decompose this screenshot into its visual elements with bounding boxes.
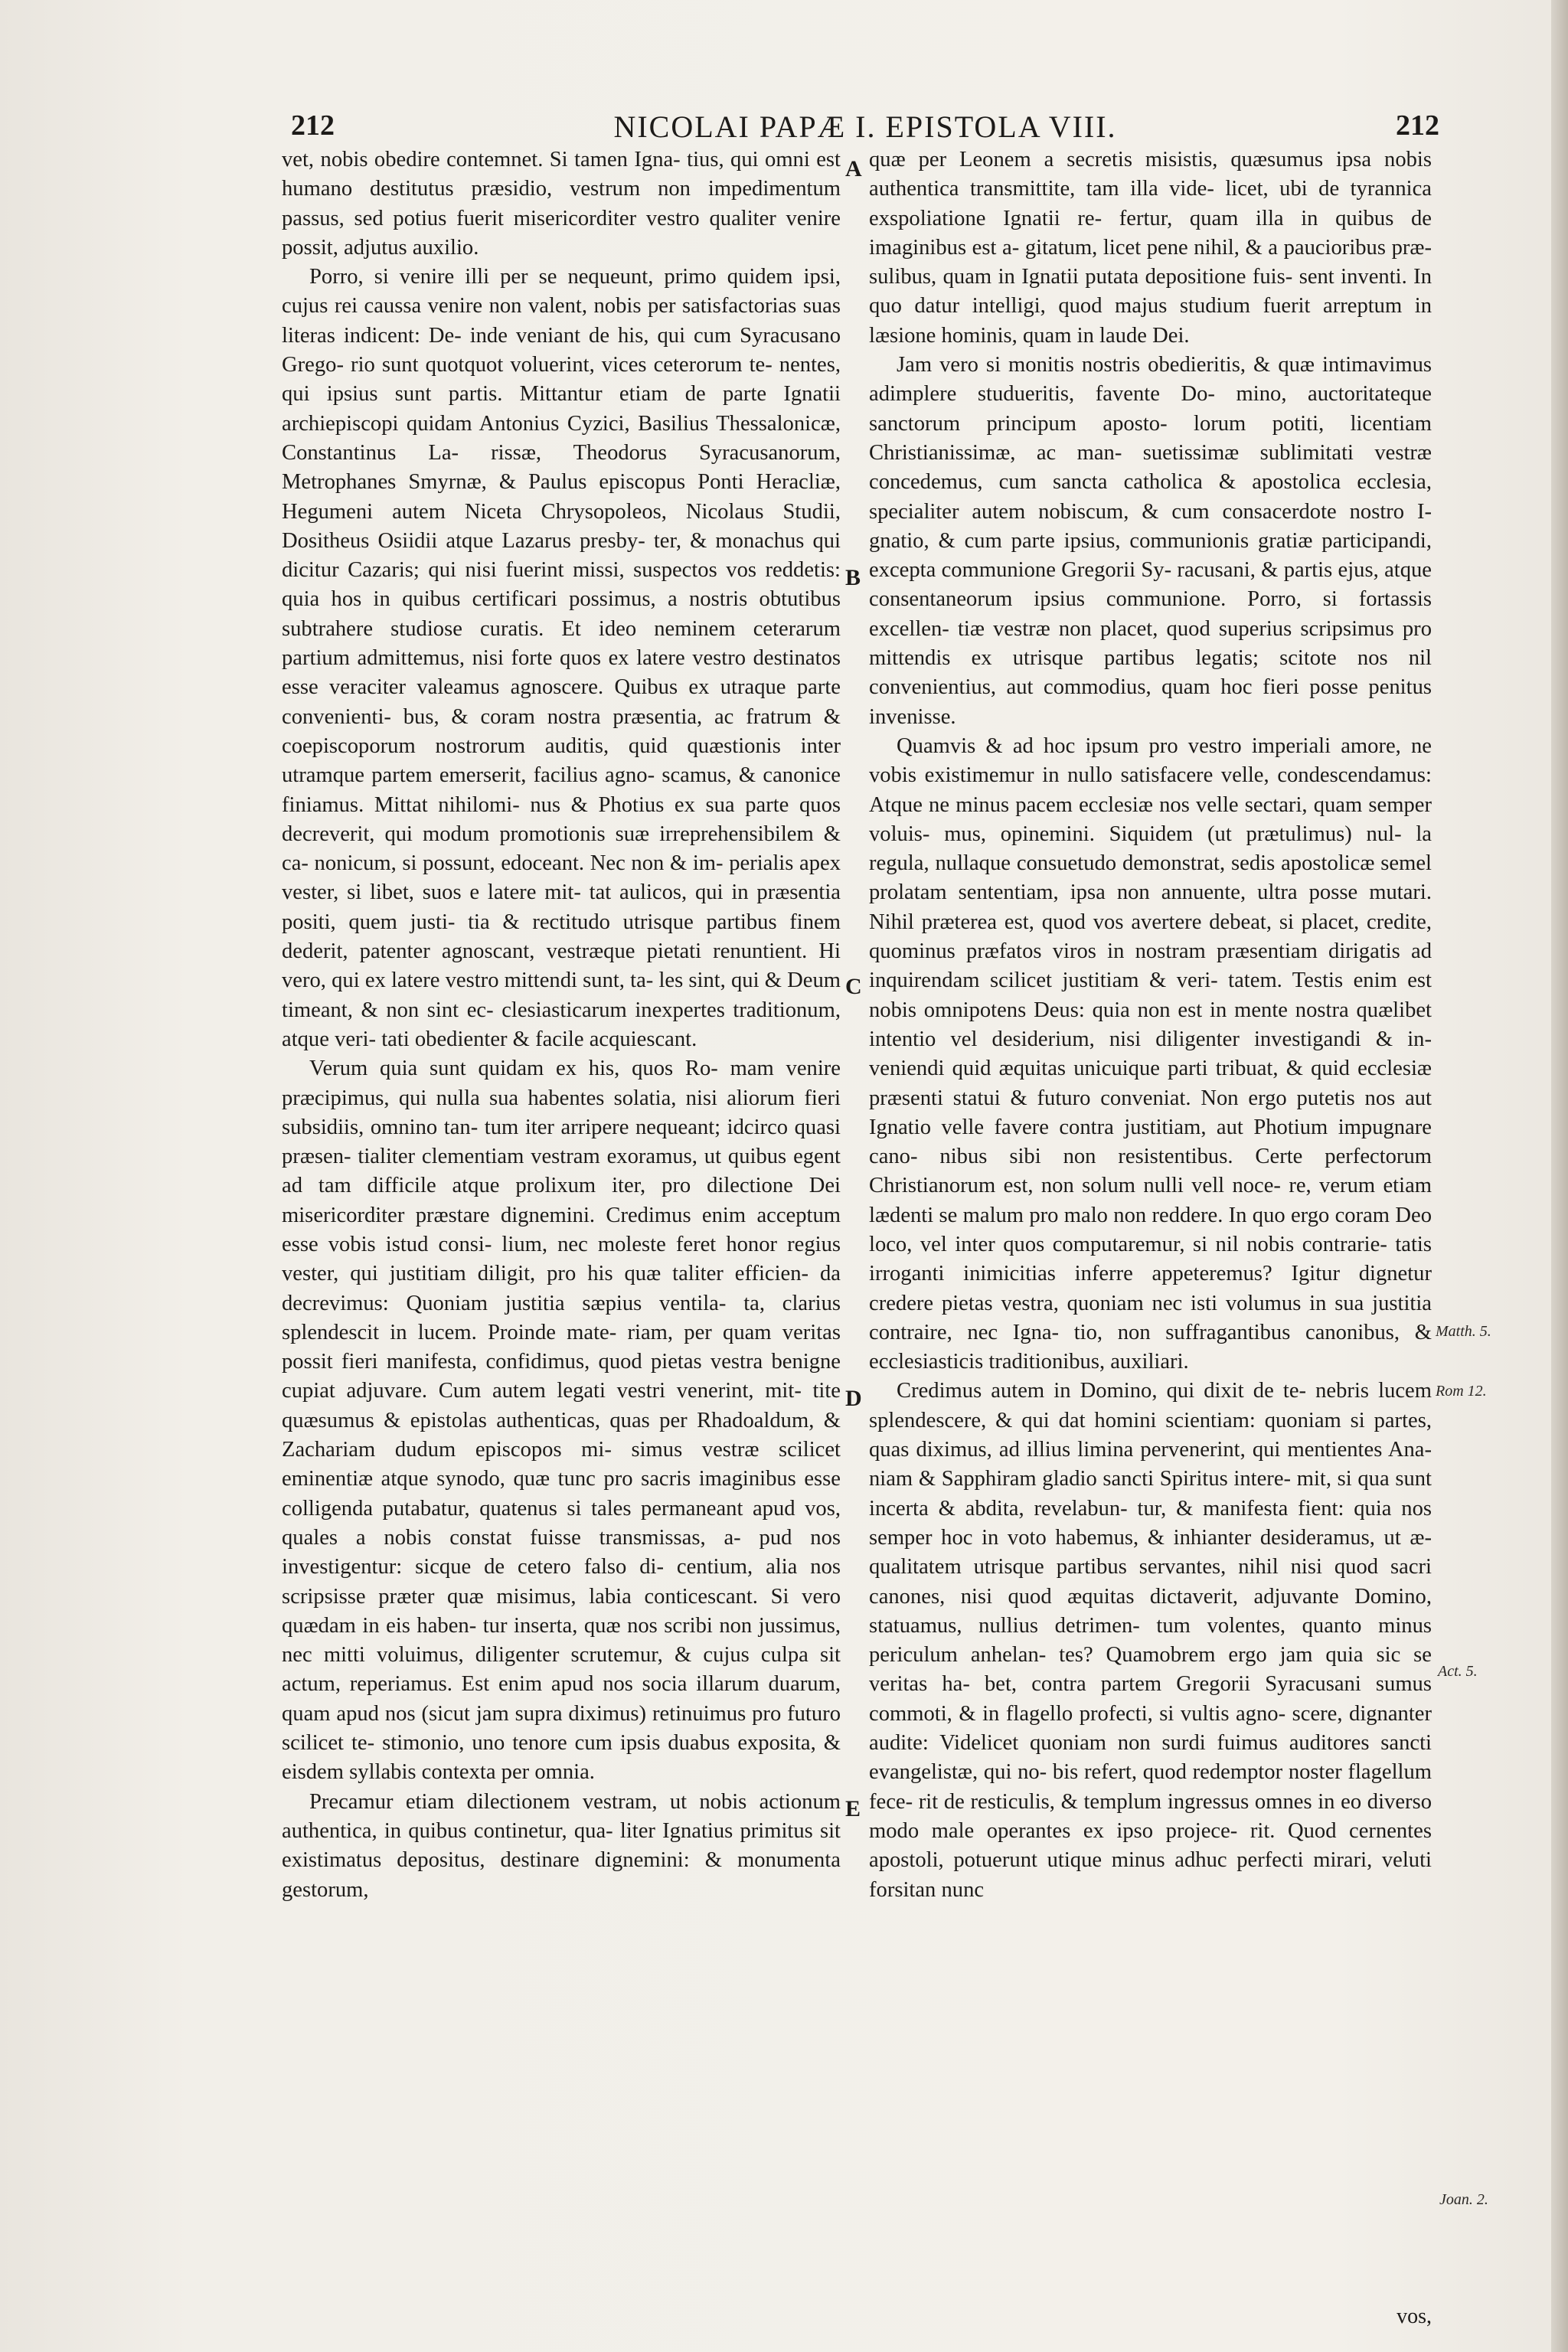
section-letter-b: B [845,565,861,590]
margin-note-matth: Matth. 5. [1436,1323,1491,1340]
margin-note-rom: Rom 12. [1436,1383,1487,1400]
section-letter-d: D [845,1386,862,1411]
section-letter-c: C [845,974,862,999]
margin-note-act: Act. 5. [1438,1663,1478,1680]
paragraph: Jam vero si monitis nostris obedieritis, & quæ intimavimus adimplere studueritis, favente Do- mino, auctoritateque sanctorum principum aposto- lorum potiti, licentiam Christianissimæ, ac man- suetissimæ sublimitati vestræ concedemus, cum sancta catholica & apostolica ecclesia, specialiter autem nobiscum, & cum consacerdote nostro I- gnatio, & cum parte ipsius, communionis gratiæ participandi, excepta communione Gregorii Sy- racusani, & partis ejus, atque consentaneorum ipsius communione. Porro, si fortassis excellen- tiæ vestræ non placet, quod superius scripsimus pro mittendis ex utrisque partibus legatis; scitote nos nil convenientius, aut commodius, quam hoc fieri posse penitus invenisse. [869,353,1432,729]
paragraph: vet, nobis obedire contemnet. Si tamen Igna- tius, qui omni est humano destitutus præsidio, vestrum non impedimentum passus, sed potius fuerit misericorditer vestro qualiter venire possit, adjutus auxilio. [282,148,841,260]
page-number-left: 212 [291,109,335,142]
catchword: vos, [1396,2305,1432,2328]
section-letter-e: E [845,1796,861,1821]
paragraph: Porro, si venire illi per se nequeunt, primo quidem ipsi, cujus rei caussa venire non valent, nobis per satisfactorias suas literas indicent: De- inde veniant de his, qui cum Syracusano Grego- rio sunt quotquot voluerint, vices ceterorum te- nentes, qui ipsius sunt partis. Mittantur etiam de parte Ignatii archiepiscopi quidam Antonius Cyzici, Basilius Thessalonicæ, Constantinus La- rissæ, Theodorus Syracusanorum, Metrophanes Smyrnæ, & Paulus episcopus Ponti Heracliæ, Hegumeni autem Niceta Chrysopoleos, Nicolaus Studii, Dositheus Osiidii atque Lazarus presby- ter, & monachus qui dicitur Cazaris; qui nisi fuerint missi, suspectos vos reddetis: quia hos in quibus certificari possimus, a nostris obtutibus subtrahere studiose curatis. Et ideo neminem ceterarum partium admittemus, nisi forte quos ex latere vestro destinatos esse veraciter valeamus agnoscere. Quibus ex utraque parte convenienti- bus, & coram nostra præsentia, ac fratrum & coepiscoporum nostrorum auditis, quid quæstionis inter utramque partem emerserit, facilius agno- scamus, & canonice finiamus. Mittat nihilomi- nus & Photius ex sua parte quos decreverit, qui modum promotionis suæ irreprehensibilem & ca- nonicum, si possunt, edoceant. Nec non & im- perialis apex vester, si libet, suos e latere mit- tat aulicos, qui in præsentia positi, quem justi- tia & rectitudo utrisque partibus finem dederit, patenter agnoscant, vestræque pietati renuntient. Hi vero, qui ex latere vestro mittendi sunt, ta- les sint, qui & Deum timeant, & non sint ec- clesiasticarum inexpertes traditionum, atque veri- tati obedienter & facile acquiescant. [282,265,841,1051]
paragraph: Credimus autem in Domino, qui dixit de te- nebris lucem splendescere, & qui dat homini scientiam: quoniam si partes, quas diximus, ad illius limina pervenerint, qui mentientes Ana- niam & Sapphiram gladio sancti Spiritus intere- mit, si qua sunt incerta & abdita, revelabun- tur, & manifesta fient: quia nos semper hoc in voto habemus, & inhianter desideramus, ut æ- qualitatem utrisque partibus servantes, nihil nisi quod sacri canones, nisi quod æquitas dictaverit, adjuvante Domino, statuamus, nullius detrimen- tum volentes, quanto minus periculum anhelan- tes? Quamobrem ergo jam quia sic se veritas ha- bet, contra partem Gregorii Syracusani sumus commoti, & in flagello profecti, si vultis agno- scere, dignanter audite: Videlicet quoniam non surdi fuimus auditores sancti evangelistæ, qui no- bis refert, quod redemptor noster flagellum fece- rit de resticulis, & templum ingressus omnes in eo diverso modo male operantes ex ipso projece- rit. Quod cernentes apostoli, potuerunt utique minus adhuc perfecti mirari, veluti forsitan nunc [869,1379,1432,1902]
paragraph: Precamur etiam dilectionem vestram, ut nobis actionum authentica, in quibus continetur, qua- liter Ignatius primitus sit existimatus depositus, destinare dignemini: & monumenta gestorum, [282,1789,841,1902]
section-letter-a: A [845,156,862,181]
paragraph: quæ per Leonem a secretis misistis, quæsumus ipsa nobis authentica transmittite, tam illa vide- licet, ubi de tyrannica exspoliatione Ignatii re- fertur, quam illa in quibus de imaginibus est a- gitatum, licet pene nihil, & a paucioribus præ- sulibus, quam in Ignatii putata depositione fuis- sent inventi. In quo datur intelligi, quod majus studium fuerit arreptum in læsione hominis, quam in laude Dei. [869,148,1432,348]
page-edge [1551,0,1568,2352]
running-title: NICOLAI PAPÆ I. EPISTOLA VIII. [613,109,1117,144]
right-column [869,145,1432,2282]
margin-note-joan: Joan. 2. [1439,2191,1488,2208]
page-number-right: 212 [1396,109,1439,142]
left-column [282,145,841,2282]
paragraph: Verum quia sunt quidam ex his, quos Ro- mam venire præcipimus, qui nulla sua habentes solatia, nisi aliorum fieri subsidiis, omnino tan- tum iter arripere nequeant; idcirco quasi præsen- tialiter clementiam vestram exoramus, ut quibus egent ad tam difficile atque prolixum iter, pro dilectione Dei misericorditer præstare dignemini. Credimus enim acceptum esse vobis istud consi- lium, nec moleste feret honor regius vester, qui justitiam diligit, pro his quæ taliter efficien- da decrevimus: Quoniam justitia sæpius ventila- ta, clarius splendescit in lucem. Proinde mate- riam, per quam veritas possit fieri manifesta, confidimus, quod pietas vestra benigne cupiat adjuvare. Cum autem legati vestri venerint, mit- tite quæsumus & epistolas authenticas, quas per Rhadoaldum, & Zachariam dudum episcopos mi- simus vestræ scilicet eminentiæ atque synodo, quæ tunc pro sacris imaginibus esse colligenda putabatur, quatenus si tales permaneant apud vos, quales a nobis constat fuisse transmissas, a- pud nos investigentur: sicque de cetero falso di- centium, alia nos scripsisse præter quæ misimus, labia conticescant. Si vero quædam in eis haben- tur inserta, quæ nos scribi non jussimus, nec mitti voluimus, diligenter scrutemur, & cujus culpa sit actum, reperiamus. Est enim apud nos socia illarum duarum, quam apud nos (sicut jam supra diximus) retinuimus pro futuro scilicet te- stimonio, uno tenore cum ipsis duabus exposita, & eisdem syllabis contexta per omnia. [282,1057,841,1785]
page-header [291,109,1439,147]
paragraph: Quamvis & ad hoc ipsum pro vestro imperiali amore, ne vobis existimemur in nullo satisfacere velle, condescendamus: Atque ne minus pacem ecclesiæ nos velle sectari, quam semper voluis- mus, opinemini. Siquidem (ut prætulimus) nul- la regula, nullaque consuetudo demonstrat, sedis apostolicæ semel prolatam sententiam, ipsa non annuente, ultra posse mutari. Nihil præterea est, quod vos avertere debeat, si placet, credite, quominus præfatos viros in nostram præsentiam dirigatis ad inquirendam scilicet justitiam & veri- tatem. Testis enim est nobis omnipotens Deus: quia non est in mente nostra quælibet intentio vel desiderium, nisi diligenter investigandi & in- veniendi quid æquitas unicuique parti tribuat, & quid ecclesiæ præsenti statui & futuro conveniat. Non ergo putetis nos aut Ignatio velle favere contra justitiam, aut Photium impugnare cano- nibus sibi non resistentibus. Certe perfectorum Christianorum est, non solum nulli vell noce- re, verum etiam lædenti se malum pro malo non reddere. In quo ergo coram Deo loco, vel inter quos computaremur, si nil nobis contrarie- tatis irroganti inimicitias inferre appeteremus? Igitur dignetur credere pietas vestra, quoniam nec isti volumus in sua justitia contraire, nec Igna- tio, non suffragantibus canonibus, & ecclesiasticis traditionibus, auxiliari. [869,733,1432,1374]
